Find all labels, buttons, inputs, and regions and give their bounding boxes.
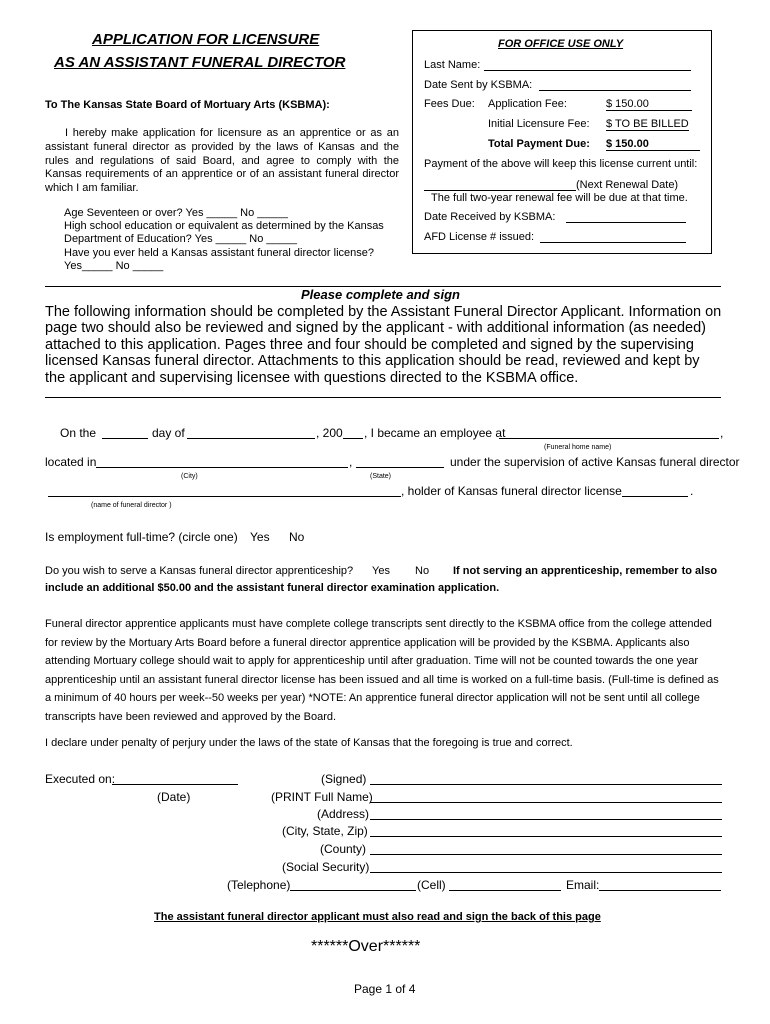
- state-caption: (State): [370, 473, 392, 480]
- office-date-sent-label: Date Sent by KSBMA:: [424, 79, 533, 91]
- office-fees-due-label: Fees Due:: [424, 98, 475, 110]
- declaration: I declare under penalty of perjury under the laws of the state of Kansas that the foregoing is true and correct.: [45, 737, 573, 749]
- email-line[interactable]: [599, 890, 721, 891]
- apprentice-paragraph: Funeral director apprentice applicants must have complete college transcripts sent directly to the KSBMA office from the college attended for review by the Mortuary Arts Board before a funeral director apprentice application will be provided by the KSBMA. Applicants also attending Mortuary college should wait to apply for apprenticeship until after graduation. Time will not be counted towards the one year apprenticeship until an assistant funeral director license has been issued and all time is worked on a full-time basis. (Full-time is defined as a minimum of 40 hours per week--50 weeks per year) *NOTE: An apprentice funeral director application will not be sent until all college transcripts have been reviewed and approved by the Board.: [45, 618, 719, 723]
- office-last-name-line[interactable]: [484, 70, 691, 71]
- question-age: Age Seventeen or over? Yes _____ No _____: [64, 207, 288, 219]
- title-line-2: AS AN ASSISTANT FUNERAL DIRECTOR: [54, 54, 346, 71]
- employment-day-of: day of: [152, 426, 185, 440]
- date-caption: (Date): [157, 790, 191, 804]
- employment-director-line[interactable]: [48, 496, 401, 497]
- office-afd-license-line[interactable]: [540, 242, 686, 243]
- office-renewal-date-line[interactable]: [424, 190, 576, 191]
- apprentice-bold-note-1: If not serving an apprenticeship, remember to also: [453, 565, 718, 577]
- question-held-license-1: Have you ever held a Kansas assistant funeral director license?: [64, 247, 375, 259]
- title-line-1: APPLICATION FOR LICENSURE: [92, 31, 320, 48]
- email-label: Email:: [566, 878, 600, 892]
- apprentice-yes[interactable]: Yes: [372, 565, 390, 577]
- over-note: ******Over******: [311, 938, 421, 955]
- executed-on-label: Executed on:: [45, 772, 116, 786]
- employment-city-line[interactable]: [96, 467, 348, 468]
- print-name-line[interactable]: [370, 802, 722, 803]
- telephone-label: (Telephone): [227, 878, 291, 892]
- office-app-fee-label: Application Fee:: [488, 98, 567, 110]
- employment-on-the: On the: [60, 426, 97, 440]
- apprentice-no[interactable]: No: [415, 565, 430, 577]
- question-highschool-2: Department of Education? Yes _____ No _____: [64, 233, 298, 245]
- employment-month-line[interactable]: [187, 438, 315, 439]
- office-initial-fee-value: $ TO BE BILLED: [606, 118, 689, 130]
- office-date-received-label: Date Received by KSBMA:: [424, 211, 556, 223]
- fulltime-yes[interactable]: Yes: [250, 530, 270, 544]
- office-afd-license-label: AFD License # issued:: [424, 231, 535, 243]
- city-state-zip-line[interactable]: [370, 836, 722, 837]
- instructions-heading: Please complete and sign: [301, 287, 460, 302]
- director-caption: (name of funeral director ): [91, 502, 172, 509]
- employment-supervision: under the supervision of active Kansas funeral director: [450, 455, 740, 469]
- office-use-title: FOR OFFICE USE ONLY: [498, 38, 624, 50]
- apprentice-bold-note-2: include an additional $50.00 and the assistant funeral director examination application.: [45, 582, 500, 594]
- office-initial-fee-label: Initial Licensure Fee:: [488, 118, 590, 130]
- employment-holder: , holder of Kansas funeral director license: [401, 484, 622, 498]
- employment-state-line[interactable]: [356, 467, 444, 468]
- fulltime-no[interactable]: No: [289, 530, 305, 544]
- print-name-label: (PRINT Full Name): [271, 790, 373, 804]
- addressee: To The Kansas State Board of Mortuary Arts (KSBMA):: [45, 99, 330, 111]
- question-held-license-2: Yes_____ No _____: [64, 260, 164, 272]
- city-state-zip-label: (City, State, Zip): [282, 824, 368, 838]
- office-total-label: Total Payment Due:: [488, 138, 590, 150]
- employment-day-line[interactable]: [102, 438, 148, 439]
- ssn-line[interactable]: [370, 872, 722, 873]
- employment-year-prefix: , 200: [316, 426, 343, 440]
- office-total-value: $ 150.00: [606, 138, 700, 151]
- employment-license-line[interactable]: [622, 496, 688, 497]
- office-app-fee-value: $ 150.00: [606, 98, 692, 111]
- telephone-line[interactable]: [290, 890, 416, 891]
- signed-label: (Signed): [321, 772, 367, 786]
- office-last-name-label: Last Name:: [424, 59, 481, 71]
- office-renewal-note: The full two-year renewal fee will be due at that time.: [431, 192, 688, 204]
- office-next-renewal-label: (Next Renewal Date): [576, 179, 679, 191]
- page-number: Page 1 of 4: [354, 982, 416, 996]
- ssn-label: (Social Security): [282, 860, 370, 874]
- employment-became: , I became an employee at: [364, 426, 506, 440]
- employment-year-line[interactable]: [343, 438, 363, 439]
- address-label: (Address): [317, 807, 370, 821]
- cell-line[interactable]: [449, 890, 561, 891]
- fulltime-question: Is employment full-time? (circle one): [45, 530, 238, 544]
- section-divider-bottom: [45, 397, 721, 398]
- employment-located-in: located in: [45, 455, 97, 469]
- signed-line[interactable]: [370, 784, 722, 785]
- office-payment-note: Payment of the above will keep this license current until:: [424, 158, 698, 170]
- back-page-note: The assistant funeral director applicant must also read and sign the back of this page: [154, 911, 601, 923]
- employment-funeral-home-line[interactable]: [499, 438, 719, 439]
- county-label: (County): [320, 842, 367, 856]
- office-date-sent-line[interactable]: [539, 90, 691, 91]
- instructions-body: The following information should be completed by the Assistant Funeral Director Applicant. Information on page two should also be reviewed and signed by the applicant - with additional information (as needed) attached to this application. Pages three and four should be completed and signed by the supervising licensed Kansas funeral director. Attachments to this application should be read, reviewed and kept by the applicant and supervising licensee with questions directed to the KSBMA office.: [45, 304, 722, 386]
- funeral-home-caption: (Funeral home name): [544, 444, 612, 451]
- city-caption: (City): [181, 473, 198, 480]
- office-date-received-line[interactable]: [566, 222, 686, 223]
- apprentice-question: Do you wish to serve a Kansas funeral director apprenticeship?: [45, 565, 354, 577]
- intro-paragraph: I hereby make application for licensure as an apprentice or as an assistant funeral director as provided by the laws of Kansas and the rules and regulations of said Board, and agree to comply with the Kansas requirements of an apprentice or of an assistant funeral director which I am familiar.: [45, 127, 399, 195]
- address-line[interactable]: [370, 819, 722, 820]
- county-line[interactable]: [370, 854, 722, 855]
- executed-on-line[interactable]: [112, 784, 238, 785]
- cell-label: (Cell): [417, 878, 446, 892]
- question-highschool-1: High school education or equivalent as determined by the Kansas: [64, 220, 384, 232]
